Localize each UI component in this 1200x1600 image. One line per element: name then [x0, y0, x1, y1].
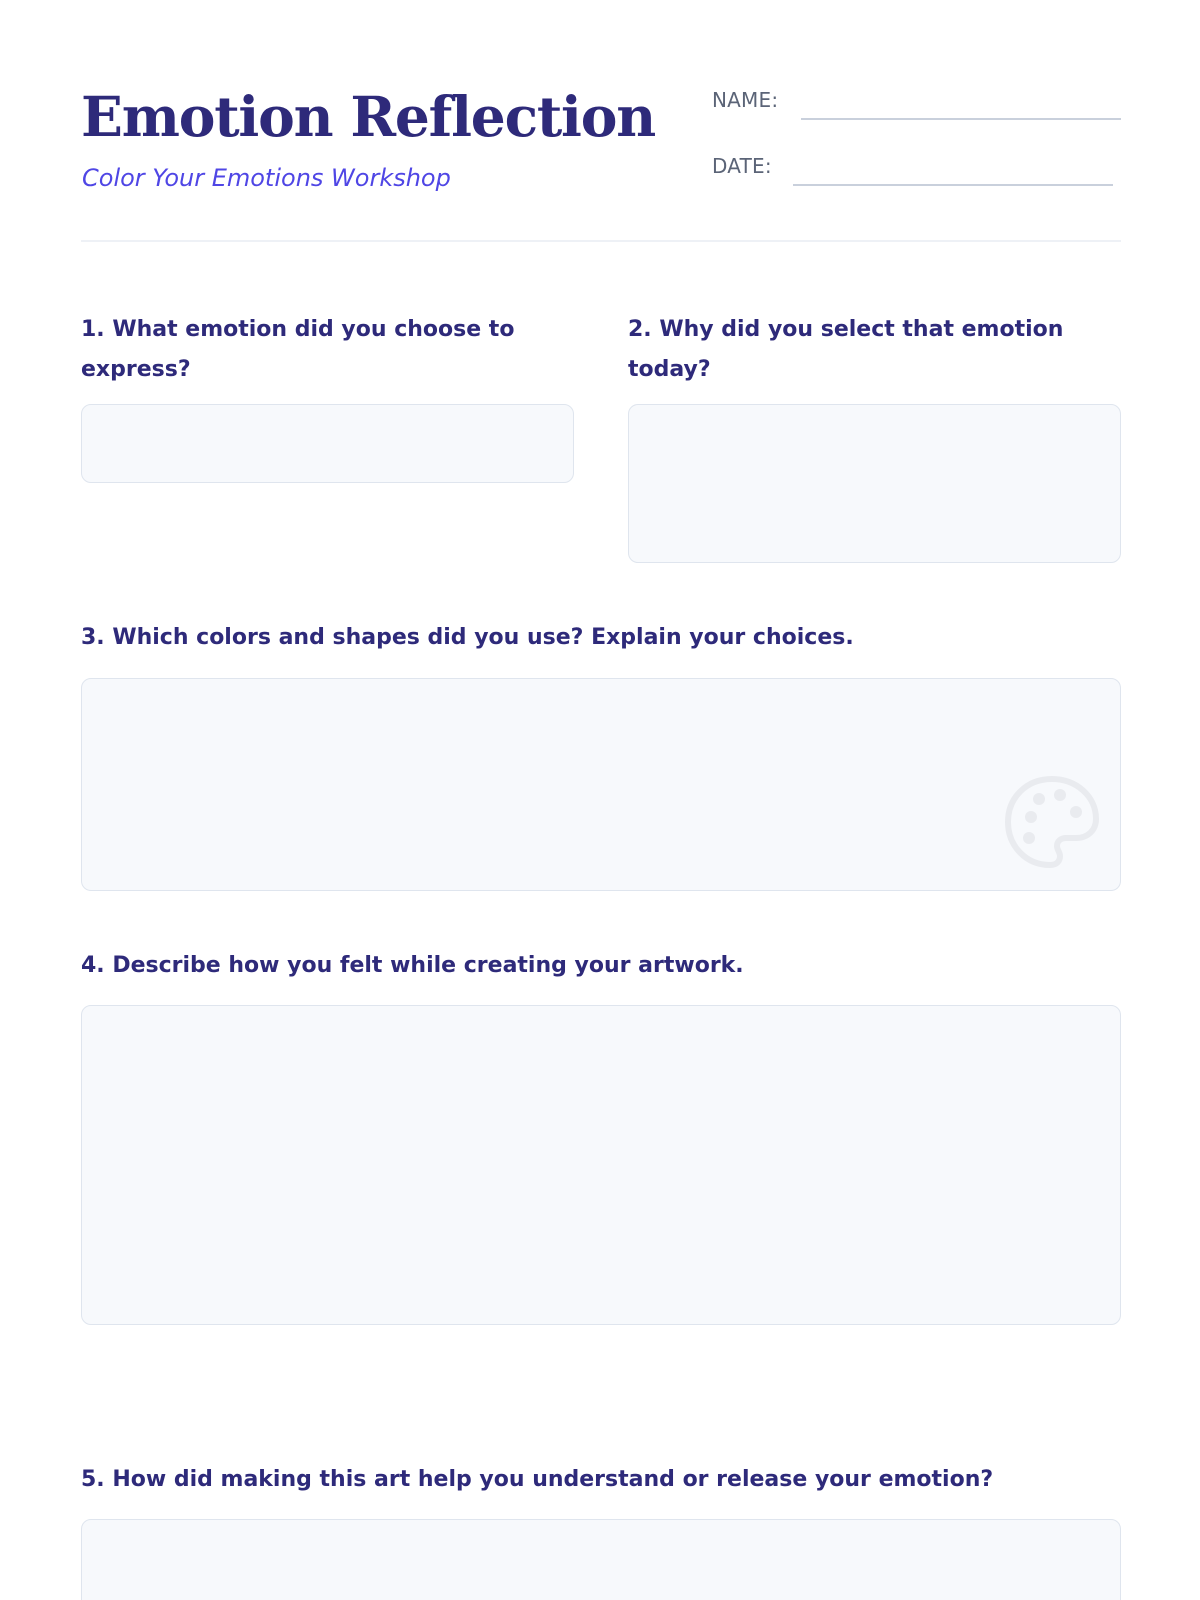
question-5-answer-box[interactable] — [81, 1519, 1121, 1600]
worksheet-subtitle: Color Your Emotions Workshop — [82, 164, 451, 192]
question-1-label: 1. What emotion did you choose to express? — [81, 317, 515, 382]
date-label: DATE: — [712, 154, 772, 178]
question-1-answer-box[interactable] — [81, 404, 574, 483]
question-4-label: 4. Describe how you felt while creating your artwork. — [81, 953, 744, 978]
header-divider — [81, 240, 1121, 242]
question-3-label: 3. Which colors and shapes did you use? Explain your choices. — [81, 625, 854, 650]
question-3-answer-box[interactable] — [81, 678, 1121, 891]
question-2-label: 2. Why did you select that emotion today? — [628, 317, 1064, 382]
question-4-answer-box[interactable] — [81, 1005, 1121, 1325]
question-5-label: 5. How did making this art help you understand or release your emotion? — [81, 1467, 994, 1492]
palette-icon — [1002, 772, 1102, 872]
question-2-answer-box[interactable] — [628, 404, 1121, 563]
worksheet-title: Emotion Reflection — [81, 84, 656, 149]
name-label: NAME: — [712, 88, 779, 112]
date-field-line[interactable] — [793, 184, 1113, 186]
name-field-line[interactable] — [801, 118, 1121, 120]
